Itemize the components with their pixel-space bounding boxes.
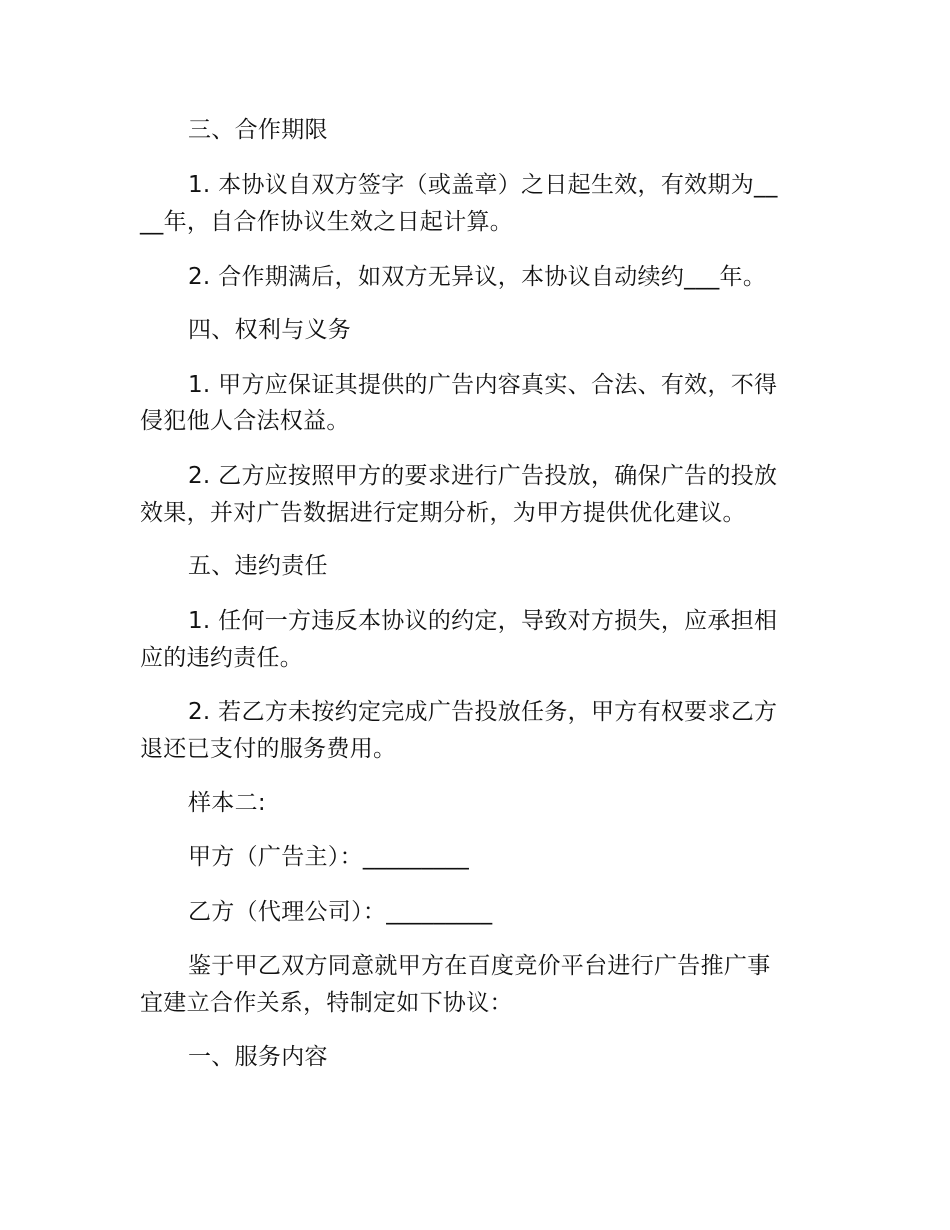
section4-heading: 四、权利与义务	[188, 317, 352, 343]
section4-item2-line2: 效果，并对广告数据进行定期分析，为甲方提供优化建议。	[140, 500, 746, 526]
party-b-line: 乙方（代理公司）：_________	[188, 899, 493, 925]
party-a-line: 甲方（广告主）：_________	[188, 844, 470, 870]
section3-item1-line2: __年，自合作协议生效之日起计算。	[140, 209, 514, 235]
section3-item1-line1: 1. 本协议自双方签字（或盖章）之日起生效，有效期为__	[188, 172, 778, 198]
section1-heading: 一、服务内容	[188, 1044, 328, 1070]
section4-item1-line1: 1. 甲方应保证其提供的广告内容真实、合法、有效，不得	[188, 372, 778, 398]
section4-item1-line2: 侵犯他人合法权益。	[140, 408, 350, 434]
section3-item2: 2. 合作期满后，如双方无异议，本协议自动续约___年。	[188, 264, 767, 290]
sample2-label: 样本二:	[188, 790, 266, 816]
section5-item2-line1: 2. 若乙方未按约定完成广告投放任务，甲方有权要求乙方	[188, 699, 778, 725]
preamble-line1: 鉴于甲乙双方同意就甲方在百度竞价平台进行广告推广事	[188, 953, 771, 979]
section5-heading: 五、违约责任	[188, 553, 328, 579]
section4-item2-line1: 2. 乙方应按照甲方的要求进行广告投放，确保广告的投放	[188, 463, 778, 489]
preamble-line2: 宜建立合作关系，特制定如下协议：	[140, 990, 513, 1016]
section3-heading: 三、合作期限	[188, 117, 328, 143]
section5-item1-line1: 1. 任何一方违反本协议的约定，导致对方损失，应承担相	[188, 608, 778, 634]
section5-item1-line2: 应的违约责任。	[140, 645, 304, 671]
section5-item2-line2: 退还已支付的服务费用。	[140, 736, 397, 762]
